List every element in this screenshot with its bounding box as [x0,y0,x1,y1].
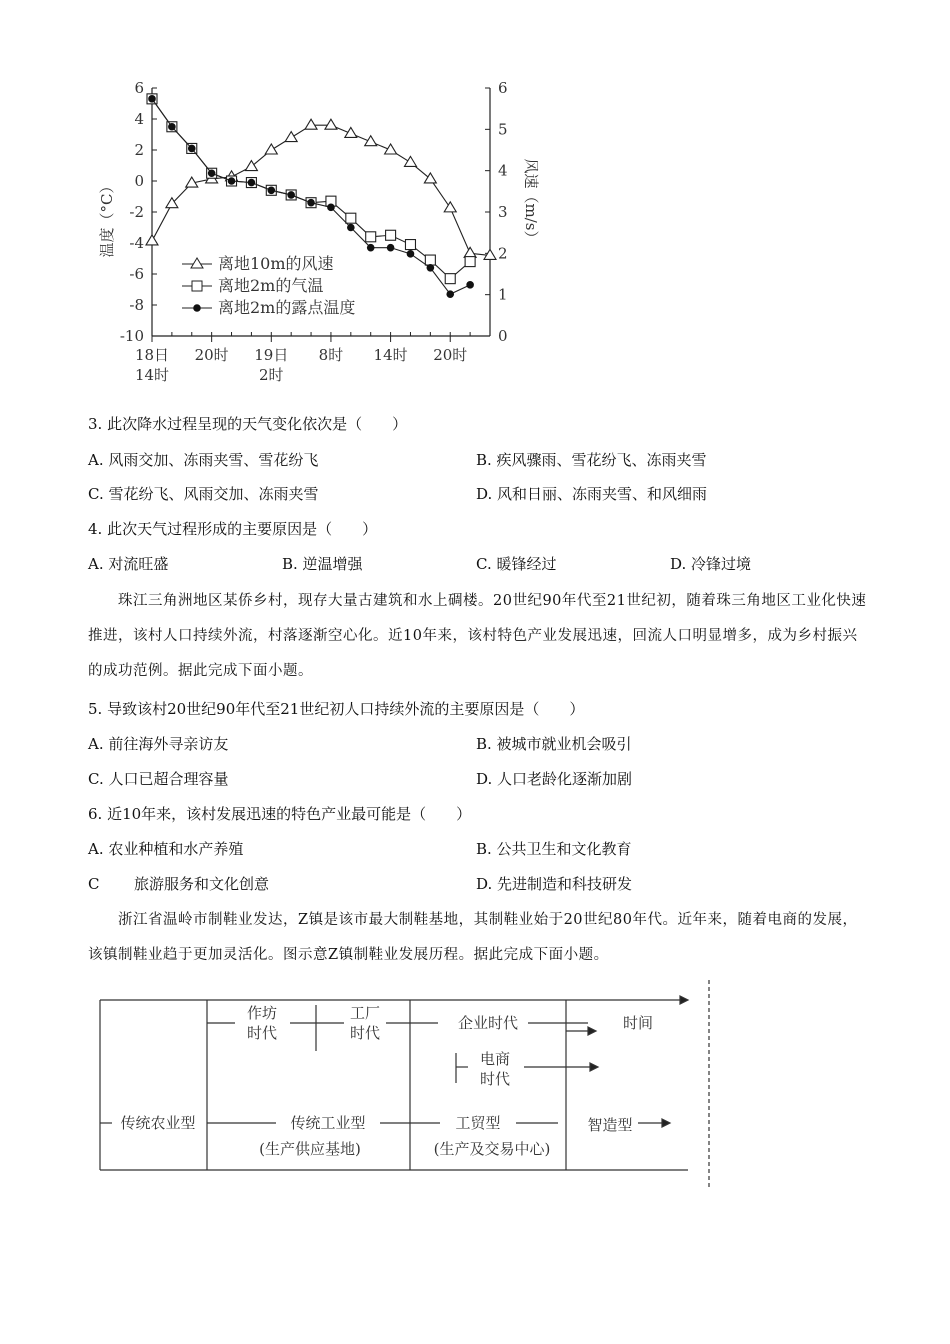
weather-chart [90,72,540,397]
left-tick-label: 2 [134,141,144,159]
dewpoint-point [307,199,315,207]
left-tick-label: 6 [134,79,144,97]
diagram-factory-2: 时代 [349,1024,381,1042]
question-5-stem: 5. 导致该村20世纪90年代至21世纪初人口持续外流的主要原因是（ ） [88,700,585,718]
left-tick-label: -2 [129,203,144,221]
right-tick-label: 6 [498,79,508,97]
question-5-option-b[interactable]: B. 被城市就业机会吸引 [476,735,632,753]
diagram-factory-1: 工厂 [349,1004,381,1022]
dewpoint-point [387,244,395,252]
wind-point [245,161,257,171]
left-tick-label: 0 [134,172,144,190]
left-tick-label: -8 [129,296,144,314]
dewpoint-point [267,187,275,195]
dewpoint-point [327,204,335,212]
diagram-traditional-agri: 传统农业型 [120,1114,196,1132]
legend-label-0: 离地10m的风速 [218,254,334,273]
wind-point [424,173,436,183]
diagram-ecommerce-2: 时代 [479,1070,511,1088]
temp-point [445,274,455,284]
diagram-traditional-ind: 传统工业型 [290,1114,366,1132]
wind-point [464,247,476,257]
question-6-option-c-letter[interactable]: C [88,875,100,893]
legend-label-2: 离地2m的露点温度 [218,298,356,317]
y-right-axis-title: 风速（m/s） [522,158,540,246]
left-tick-label: -10 [119,327,144,345]
diagram-time: 时间 [622,1014,654,1032]
left-tick-label: -6 [129,265,144,283]
question-5-option-d[interactable]: D. 人口老龄化逐渐加剧 [476,770,633,788]
legend-square-icon [192,281,202,291]
right-tick-label: 2 [498,244,508,263]
diagram-industry-trade-sub: (生产及交易中心) [433,1140,551,1158]
x-tick-label: 18日 [134,346,170,364]
diagram-industry-trade: 工贸型 [455,1114,501,1132]
x-tick-label-line2: 2时 [259,366,284,384]
wind-point [345,127,357,137]
legend-label-1: 离地2m的气温 [218,276,324,295]
temp-point [366,232,376,242]
legend-triangle-icon [191,258,203,268]
dewpoint-point [407,250,415,258]
wind-point [265,144,277,154]
wind-point [444,202,456,212]
dewpoint-point [188,145,196,153]
diagram-workshop-1: 作坊 [246,1004,278,1022]
temp-point [405,240,415,250]
question-4-stem: 4. 此次天气过程形成的主要原因是（ ） [88,520,378,538]
temp-point [425,255,435,265]
shoe-industry-diagram [90,985,730,1195]
wind-point [305,119,317,129]
dewpoint-point [347,224,355,232]
right-tick-label: 5 [498,120,508,139]
passage-2: 浙江省温岭市制鞋业发达，Z镇是该市最大制鞋基地，其制鞋业始于20世纪80年代。近年来，随着电商的发展，该镇制鞋业趋于更加灵活化。图示意Z镇制鞋业发展历程。据此完成下面小题。 [88,912,858,963]
wind-point [325,119,337,129]
question-3-option-d[interactable]: D. 风和日丽、冻雨夹雪、和风细雨 [476,485,708,503]
question-4-option-c[interactable]: C. 暖锋经过 [476,555,557,573]
wind-point [365,136,377,146]
legend-dot-icon [193,304,201,312]
y-left-axis-title: 温度（°C） [98,178,116,258]
question-6-stem: 6. 近10年来，该村发展迅速的特色产业最可能是（ ） [88,805,472,823]
right-tick-label: 1 [498,285,508,304]
question-3-option-b[interactable]: B. 疾风骤雨、雪花纷飞、冻雨夹雪 [476,451,707,469]
dewpoint-point [208,169,216,177]
question-3-option-a[interactable]: A. 风雨交加、冻雨夹雪、雪花纷飞 [88,451,319,469]
temp-point [465,257,475,267]
wind-point [285,132,297,142]
dewpoint-point [466,281,474,289]
diagram-ecommerce-1: 电商 [479,1050,511,1068]
dewpoint-point [168,123,176,131]
right-tick-label: 0 [498,327,508,345]
dewpoint-point [228,177,236,185]
question-6-option-c-text[interactable]: 旅游服务和文化创意 [134,875,270,893]
right-tick-label: 3 [498,203,508,221]
question-5-option-a[interactable]: A. 前往海外寻亲访友 [88,735,229,753]
diagram-smart: 智造型 [587,1116,633,1134]
left-tick-label: 4 [134,110,144,128]
wind-point [404,156,416,166]
series-line-0 [152,125,490,255]
question-5-option-c[interactable]: C. 人口已超合理容量 [88,770,229,788]
question-3-option-c[interactable]: C. 雪花纷飞、风雨交加、冻雨夹雪 [88,485,319,503]
x-tick-label-line2: 14时 [134,366,170,384]
question-4-option-b[interactable]: B. 逆温增强 [282,555,363,573]
diagram-traditional-ind-sub: (生产供应基地) [259,1140,361,1158]
passage-1: 珠江三角洲地区某侨乡村，现存大量古建筑和水上碉楼。20世纪90年代至21世纪初，随着珠三角地区工业化快速推进，该村人口持续外流，村落逐渐空心化。近10年来，该村特色产业发展迅速，回流人口明显增多，成为乡村振兴的成功范例。据此完成下面小题。 [88,593,867,679]
x-tick-label: 14时 [373,346,408,364]
question-4-option-d[interactable]: D. 冷锋过境 [670,555,752,573]
x-tick-label: 8时 [318,346,344,364]
left-tick-label: -4 [129,234,144,252]
question-6-option-a[interactable]: A. 农业种植和水产养殖 [88,840,244,858]
temp-point [346,213,356,223]
wind-point [146,235,158,245]
x-tick-label: 20时 [433,346,468,364]
dewpoint-point [446,290,454,298]
wind-point [385,144,397,154]
x-tick-label: 19日 [254,346,289,364]
chart-legend [182,254,355,317]
question-6-option-d[interactable]: D. 先进制造和科技研发 [476,875,633,893]
temp-point [386,230,396,240]
question-6-option-b[interactable]: B. 公共卫生和文化教育 [476,840,632,858]
wind-point [484,249,496,259]
diagram-enterprise: 企业时代 [457,1014,519,1032]
right-tick-label: 4 [498,161,508,180]
diagram-workshop-2: 时代 [246,1024,278,1042]
dewpoint-point [287,191,295,199]
question-3-stem: 3. 此次降水过程呈现的天气变化依次是（ ） [88,415,408,433]
x-tick-label: 20时 [194,346,229,364]
dewpoint-point [248,179,256,187]
dewpoint-point [148,95,156,103]
question-4-option-a[interactable]: A. 对流旺盛 [88,555,169,573]
dewpoint-point [367,244,375,252]
dewpoint-point [427,264,435,272]
